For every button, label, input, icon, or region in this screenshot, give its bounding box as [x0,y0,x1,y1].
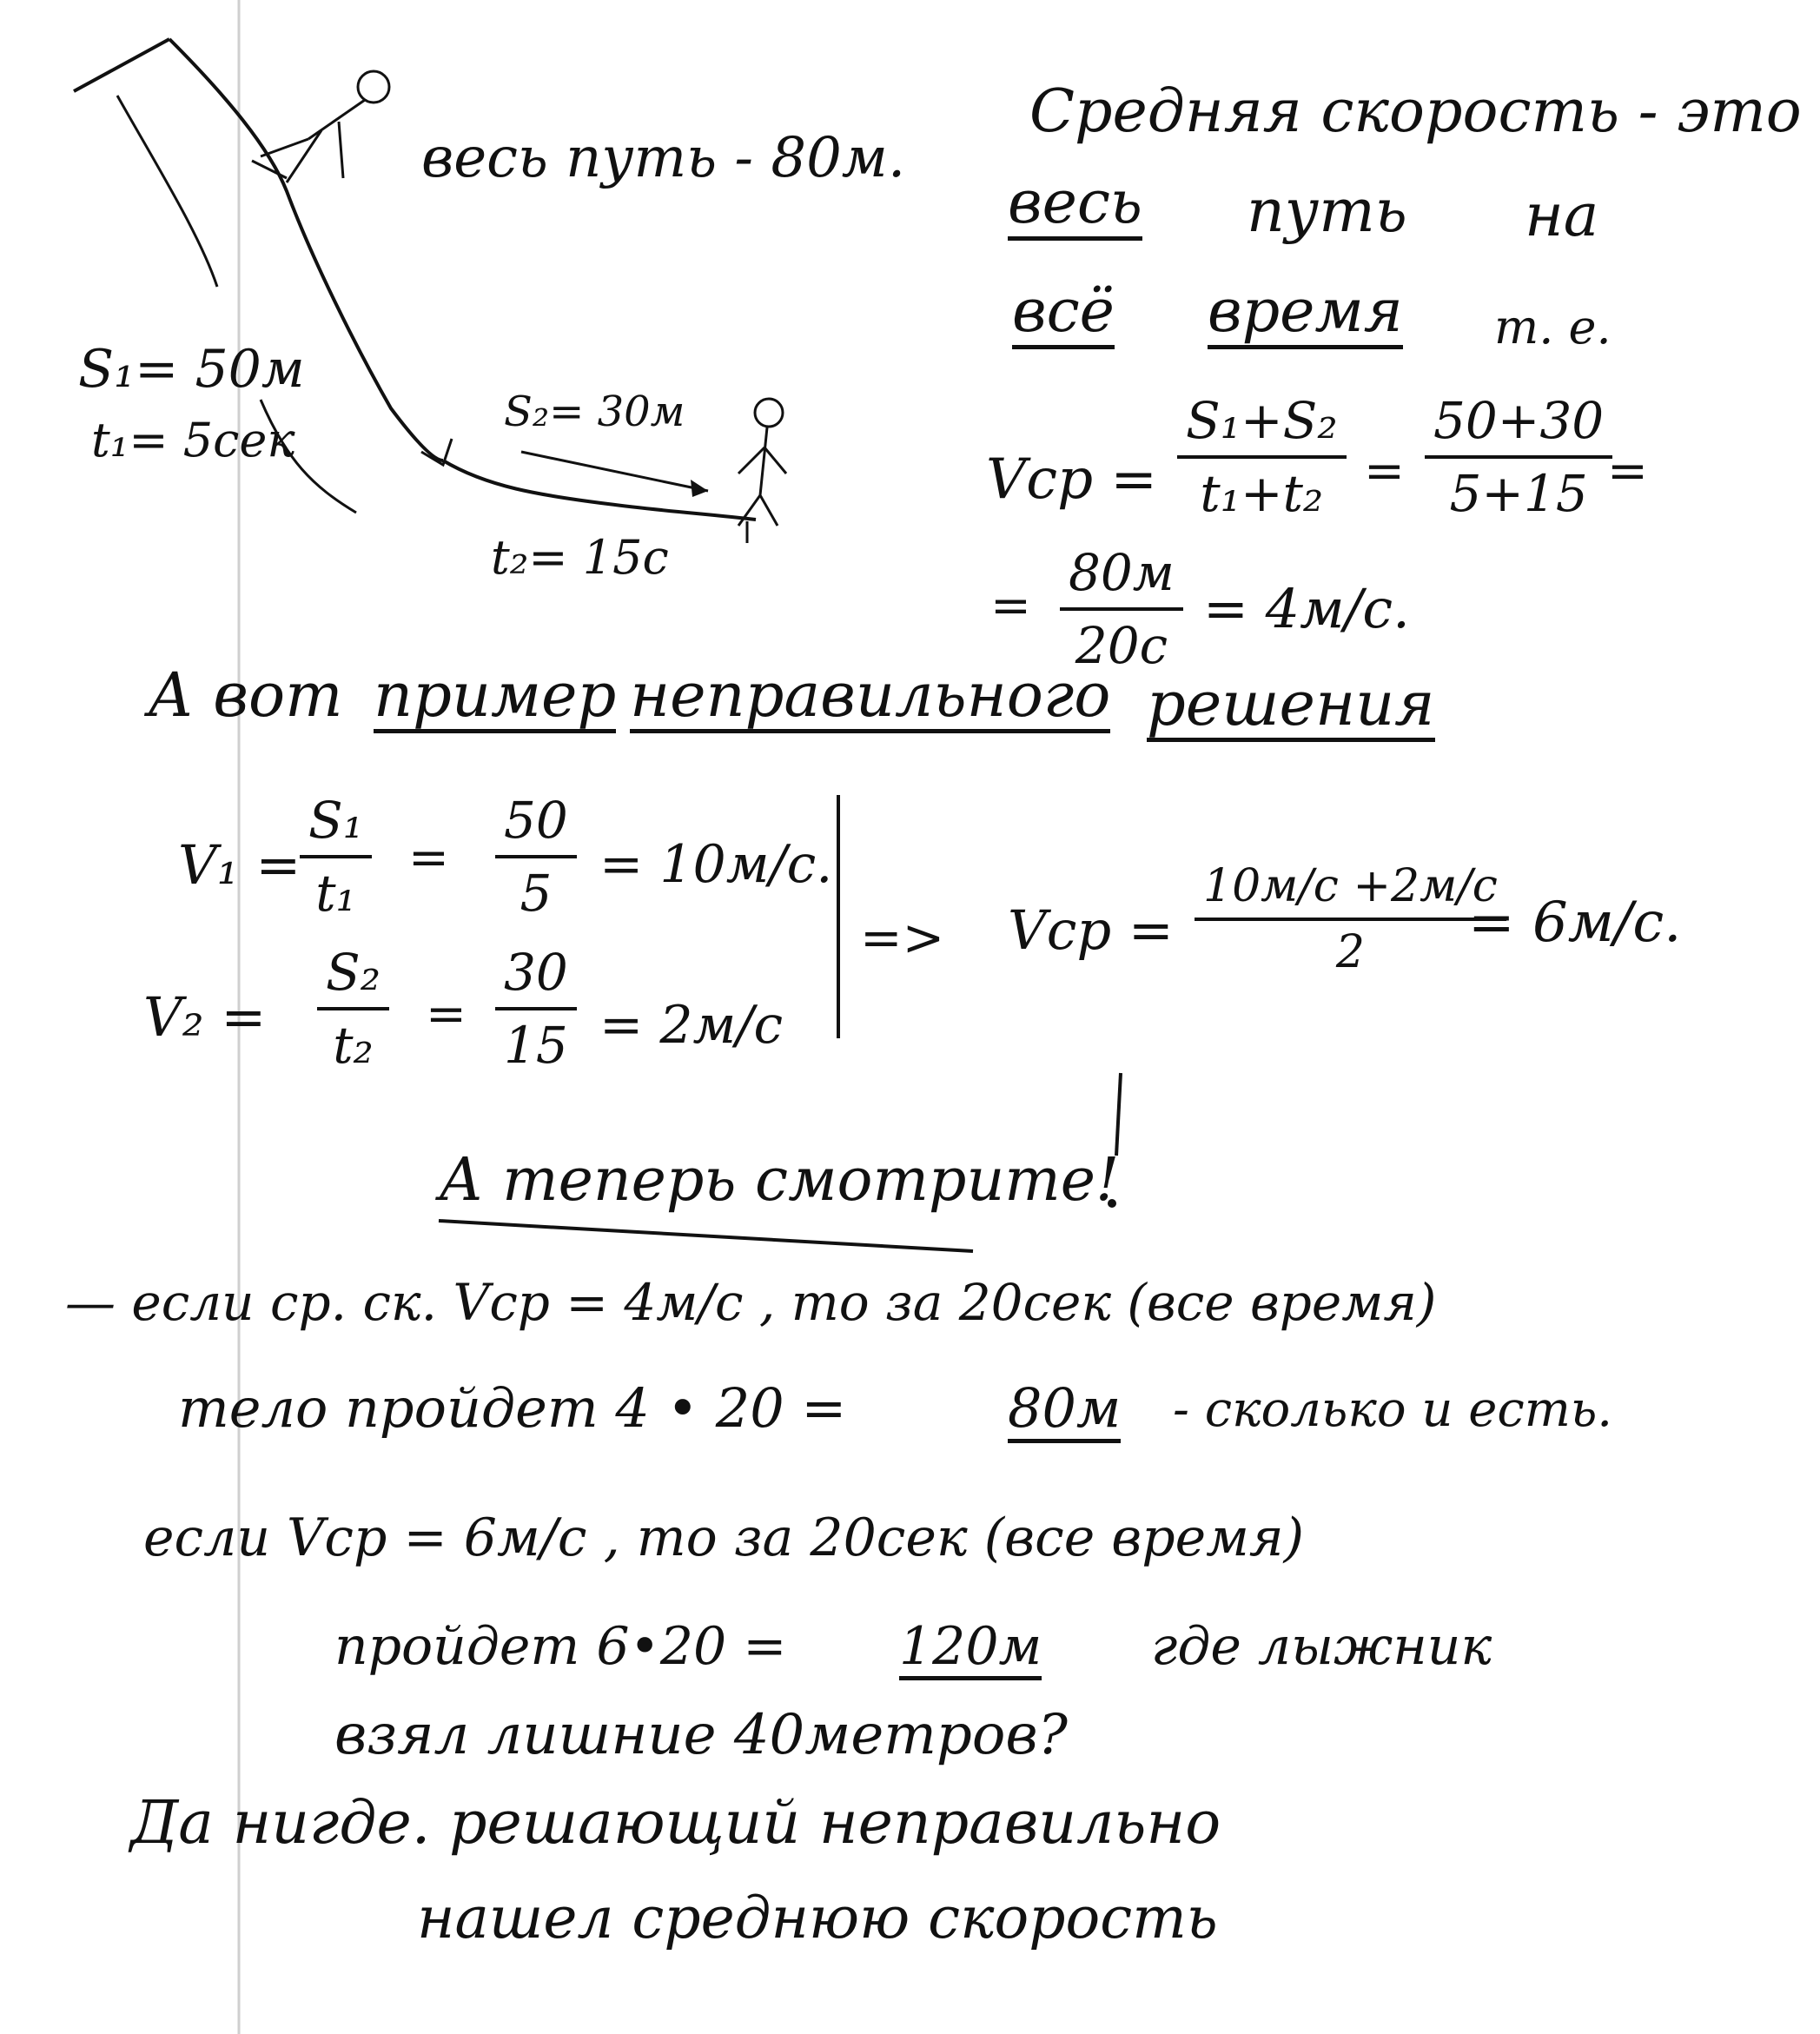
now-look-underline [439,1221,973,1251]
definition-word-time: время [1208,282,1403,349]
wrong-heading-example: пример [374,665,616,733]
slope-top-line [74,39,169,91]
vavg-wrong-frac [1195,860,1506,978]
s2-arrowhead [691,480,708,497]
v2-frac-symbolic [317,943,389,1075]
vavg-wrong-num: 10м/с +2м/с [1195,860,1506,921]
avg-frac-numeric [1425,391,1612,523]
v2-frac-symbolic-num: S₂ [317,943,389,1010]
wrong-heading-wrong: неправильного [630,665,1110,733]
avg-frac-symbolic-den: t₁+t₂ [1200,464,1324,523]
v1-frac-numeric [495,791,577,923]
avg-frac-symbolic [1177,391,1347,523]
definition-word-ie: т. е. [1494,300,1612,354]
v1-lhs: V₁ = [178,833,301,897]
now-look-heading: А теперь смотрите! [439,1146,1120,1215]
v2-frac-numeric [495,943,577,1075]
v1-eq: = [408,830,449,886]
avg-frac-symbolic-num: S₁+S₂ [1177,391,1347,459]
v1-frac-symbolic-den: t₁ [315,864,356,923]
exclaim-bar [1116,1073,1121,1156]
wrong-heading-solution: решения [1147,673,1435,742]
check1-line2-a: тело пройдет 4 • 20 = [178,1376,847,1440]
avg-eq3: = [990,578,1031,634]
definition-word-all: всё [1012,282,1115,349]
v2-result: = 2м/с [599,995,784,1056]
check1-line2-c: - сколько и есть. [1173,1381,1613,1438]
definition-word-whole: весь [1008,174,1142,241]
check2-line2-b: 120м [899,1620,1042,1680]
avg-result: = 4м/с. [1203,577,1410,640]
skier-bottom [738,399,786,543]
definition-word-path: путь [1247,177,1407,246]
v2-frac-symbolic-den: t₂ [333,1016,374,1075]
avg-frac-result-den: 20с [1075,616,1168,675]
s2-arrow [521,452,708,491]
implies-sign: => [860,908,945,967]
avg-eq2: = [1607,443,1648,500]
check2-line2-c: где лыжник [1151,1616,1492,1677]
vavg-wrong-lhs: Vср = [1008,898,1174,962]
wrong-heading-prefix: А вот [148,659,343,731]
avg-eq1: = [1364,443,1405,500]
avg-frac-numeric-den: 5+15 [1449,464,1588,523]
avg-frac-result-num: 80м [1060,543,1183,611]
check2-line1: если Vср = 6м/с , то за 20сек (все время) [143,1507,1304,1568]
vavg-wrong-den: 2 [1335,926,1365,978]
v1-frac-numeric-den: 5 [520,864,553,923]
t1-label: t₁= 5сек [91,413,295,467]
check1-line2-b: 80м [1008,1381,1121,1443]
definition-word-on: на [1525,182,1599,250]
check1-line1: — если ср. ск. Vср = 4м/с , то за 20сек (все время) [65,1273,1437,1332]
check2-line3: взял лишние 40метров? [334,1703,1068,1767]
v1-result: = 10м/с. [599,834,833,895]
v2-eq: = [426,986,467,1043]
total-path-label: весь путь - 80м. [421,126,906,190]
avg-lhs: Vср = [986,447,1157,512]
v2-frac-numeric-den: 15 [504,1016,568,1075]
conclusion-line2: нашел среднюю скорость [417,1885,1218,1951]
v1-frac-symbolic-num: S₁ [300,791,372,858]
s2-label: S₂= 30м [504,388,685,436]
avg-frac-numeric-num: 50+30 [1425,391,1612,459]
definition-line1: Средняя скорость - это [1029,77,1802,146]
t2-label: t₂= 15с [491,530,669,585]
v2-lhs: V₂ = [143,985,267,1049]
vavg-wrong-result: = 6м/с. [1468,891,1682,955]
avg-frac-result [1060,543,1183,675]
check2-line2-a: пройдет 6•20 = [334,1616,787,1677]
v2-frac-numeric-num: 30 [495,943,577,1010]
v1-frac-numeric-num: 50 [495,791,577,858]
v1-frac-symbolic [300,791,372,923]
s1-label: S₁= 50м [78,339,305,400]
conclusion-line1: Да нигде. решающий неправильно [130,1789,1221,1858]
